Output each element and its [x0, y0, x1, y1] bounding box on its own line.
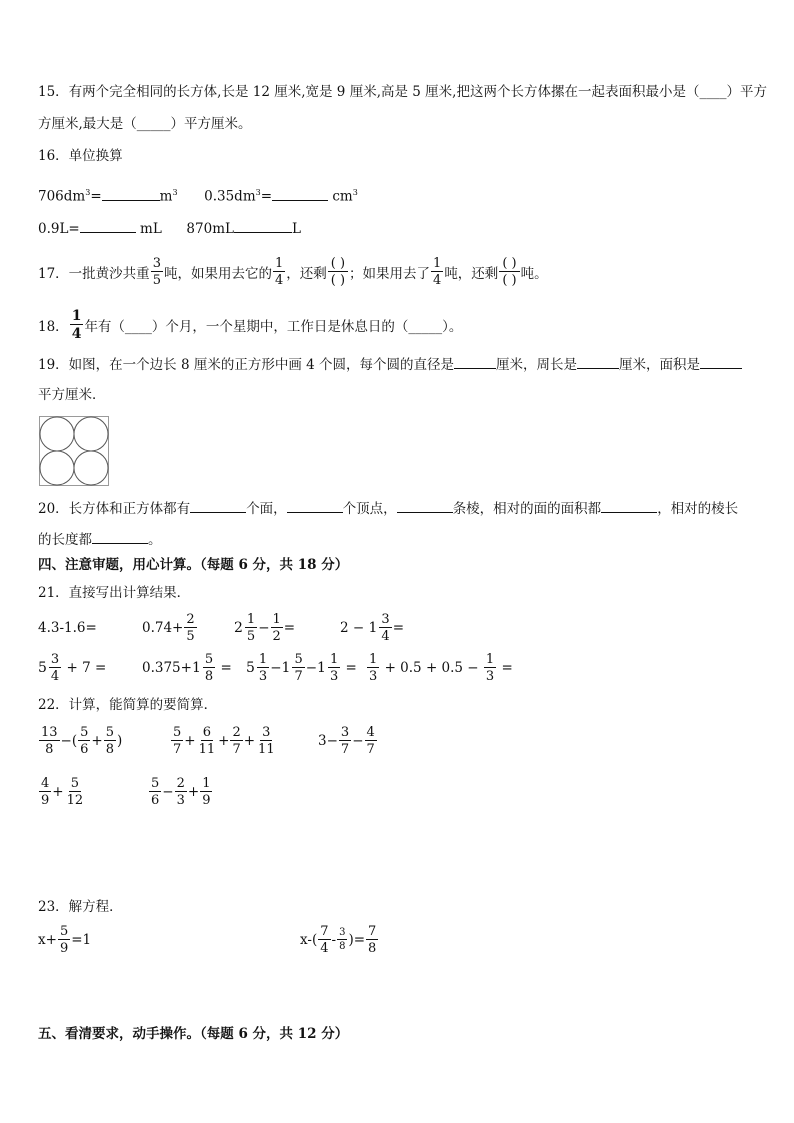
q17-answer-2-den[interactable]: ( ) [502, 273, 517, 288]
q22-e1-num-3: 5 [105, 725, 115, 740]
q21-e3-frac-2 [271, 613, 283, 643]
q22-e1-frac-3 [104, 726, 116, 756]
q22-e5-num-2: 2 [176, 776, 185, 791]
q22-e2-frac-4 [256, 726, 277, 756]
q22-e3-a: 3 [318, 733, 327, 749]
q16-b-eq: = [260, 188, 273, 205]
q21-e7-frac-3 [328, 653, 340, 683]
q21-e7-op-2: − [305, 660, 318, 676]
q21-e5-num: 3 [50, 652, 60, 667]
q22-e1-frac-1 [39, 726, 60, 756]
q15-line-2: 方厘米,最大是（_____）平方厘米。 [38, 116, 252, 132]
q17-text-5: 吨，还剩 [444, 266, 499, 282]
q22-e3-den-1: 7 [340, 742, 350, 757]
q21-e3-frac [245, 613, 257, 643]
q16-row-2 [38, 218, 301, 239]
q17-answer-2-num[interactable]: ( ) [499, 257, 519, 272]
q21-e4-den: 4 [381, 629, 390, 644]
q17-frac-1-num: 3 [152, 256, 161, 271]
q21-e8-eq: = [501, 660, 513, 676]
q21-e6-mixed [192, 653, 216, 683]
q22-e4-frac-1 [39, 777, 51, 807]
q23-e1-frac [58, 925, 70, 955]
q21-e4-frac [379, 613, 391, 643]
q17-text-4: ；如果用去了 [349, 266, 431, 282]
q21-e4-eq: = [392, 620, 405, 636]
q21-e7-num-2: 5 [294, 652, 303, 667]
q22-e1-num-1: 13 [41, 725, 58, 740]
q22-e5-frac-1 [149, 777, 161, 807]
q22-e5-num-3: 1 [202, 776, 211, 791]
q18-text-2: 年有（____）个月，一个星期中，工作日是休息日的（_____）。 [84, 319, 463, 335]
q22-e1-close: ) [117, 733, 123, 749]
q23-equation-1 [38, 920, 91, 960]
q16-a-eq: = [90, 188, 102, 205]
q23-e2-den-3: 8 [368, 941, 377, 956]
q21-e7 [246, 648, 357, 688]
q22-e4-den-2: 12 [66, 793, 84, 808]
q21-e5-frac [49, 653, 61, 683]
q23-e2-num-1: 7 [320, 924, 329, 939]
q21-e8-den-1: 3 [369, 669, 378, 684]
q19-text-2: 厘米，周长是 [496, 357, 578, 373]
q21-e8 [366, 648, 513, 688]
q22-title: 22．计算，能简算的要简算． [38, 697, 218, 713]
q23-e2-minus: - [331, 932, 337, 948]
q20-edges-blank[interactable] [397, 498, 453, 513]
q21-row-2 [38, 648, 758, 688]
q17-frac-2-num: 1 [274, 256, 284, 271]
q21-e6-num: 5 [204, 652, 214, 667]
q22-e1-den-2: 6 [80, 742, 89, 757]
q21-e5-mixed [38, 653, 62, 683]
q21-e7-whole-2: 1 [281, 660, 291, 676]
q22-e2-num-3: 2 [232, 725, 241, 740]
q21-e7-den-2: 7 [294, 669, 303, 684]
q22-e3-frac-1 [339, 726, 351, 756]
q22-e4-frac-2 [65, 777, 86, 807]
q23-e2-b: )= [348, 932, 366, 948]
q16-c-blank[interactable] [80, 218, 136, 233]
q17-content [38, 252, 548, 292]
q22-e5-frac-2 [175, 777, 187, 807]
q22-row-2 [38, 772, 758, 812]
q23-e2-num-3: 7 [368, 924, 377, 939]
q22-e5-frac-3 [200, 777, 212, 807]
q16-b-left: 0.35dm [204, 188, 256, 205]
q22-e2 [170, 721, 278, 761]
q22-e3-minus-1: − [326, 733, 338, 749]
q18-frac-num: 1 [71, 308, 82, 324]
q22-e2-frac-1 [171, 726, 183, 756]
q17-answer-1-den[interactable]: ( ) [330, 273, 346, 288]
q17-frac-1 [151, 257, 163, 287]
square-outline [40, 417, 109, 486]
q20-text-7: 。 [148, 532, 162, 548]
q20-text-4: 条棱，相对的面的面积都 [452, 501, 602, 517]
q22-e5-minus: − [162, 784, 174, 800]
q22-e2-plus-3: + [243, 733, 256, 749]
q22-e1-den-3: 8 [105, 742, 115, 757]
q22-e2-num-4: 3 [262, 725, 271, 740]
q21-e3-num-2: 1 [272, 612, 281, 627]
q21-e2 [142, 608, 198, 648]
q23-e1-b: =1 [71, 932, 92, 948]
q22-e2-den-4: 11 [258, 742, 275, 757]
q22-e2-den-3: 7 [232, 742, 241, 757]
q23-e2-frac-3 [366, 925, 378, 955]
q19-circumference-blank[interactable] [577, 354, 619, 369]
q21-e2-frac [184, 613, 196, 643]
q22-e1 [38, 721, 122, 761]
q17-answer-frac-2[interactable] [499, 257, 519, 287]
q22-e5 [148, 772, 213, 812]
q16-a-left: 706dm [38, 188, 86, 205]
q21-e3-op: − [258, 620, 270, 636]
q21-e4-a: 2 [340, 620, 349, 636]
q16-a-unit-exp: 3 [172, 188, 178, 197]
q19-diameter-blank[interactable] [454, 354, 496, 369]
q16-d-blank[interactable] [234, 218, 292, 233]
q18-content [38, 305, 462, 345]
q16-row-1 [38, 183, 358, 207]
q21-e7-whole-1: 5 [246, 660, 255, 676]
q21-e6 [142, 648, 232, 688]
q16-b-unit-exp: 3 [352, 188, 358, 197]
q20-length-blank[interactable] [92, 529, 148, 544]
q21-e4-num: 3 [381, 612, 390, 627]
q23-e2-a: x-( [300, 932, 318, 948]
square-with-four-circles-figure [39, 416, 109, 490]
q21-e3-den: 5 [246, 629, 256, 644]
q22-e2-den-2: 11 [198, 742, 216, 757]
q22-e5-den-2: 3 [176, 793, 185, 808]
q21-e3-num: 1 [246, 612, 256, 627]
q21-e7-mixed-3 [317, 653, 341, 683]
q22-e2-num-2: 6 [202, 725, 211, 740]
q20-line-2 [38, 529, 162, 550]
q22-e4-num-1: 4 [41, 776, 50, 791]
q23-e1-den: 9 [59, 941, 69, 956]
q21-e7-num-3: 1 [329, 652, 339, 667]
q21-e2-den: 5 [186, 629, 195, 644]
q21-e3 [234, 608, 295, 648]
q22-e5-num-1: 5 [151, 776, 160, 791]
q21-e8-num-1: 1 [369, 652, 378, 667]
q23-e1-num: 5 [59, 924, 69, 939]
q17-text-2: 吨，如果用去它的 [163, 266, 272, 282]
q17-answer-1-num[interactable]: ( ) [328, 257, 348, 272]
q22-e3-den-2: 7 [366, 742, 375, 757]
q18-frac-den: 4 [71, 326, 82, 342]
q21-e7-op-1: − [270, 660, 282, 676]
q22-e4-num-2: 5 [70, 776, 79, 791]
q16-c-left: 0.9L= [38, 221, 80, 237]
q16-d-left: 870mL [186, 221, 234, 237]
q23-title: 23．解方程． [38, 899, 123, 915]
q21-e2-num: 2 [186, 612, 195, 627]
q21-e5 [38, 648, 106, 688]
q21-e6-text: 0.375+ [142, 660, 192, 676]
q21-row-1 [38, 608, 758, 648]
section-5-heading: 五、看清要求，动手操作。（每题 6 分，共 12 分） [38, 1026, 349, 1042]
section-4-heading: 四、注意审题，用心计算。（每题 6 分，共 18 分） [38, 557, 349, 573]
q21-e3-mixed [234, 613, 258, 643]
q21-e8-num-2: 1 [485, 652, 495, 667]
q17-row [38, 252, 758, 292]
q16-a-unit: m [159, 188, 173, 205]
q17-answer-frac-1[interactable] [328, 257, 348, 287]
q20-text-6: 的长度都 [38, 532, 92, 548]
q17-text-6: 吨。 [520, 266, 548, 282]
q20-text-3: 个顶点， [342, 501, 397, 517]
q21-e4-op: − [352, 620, 365, 636]
q17-frac-3 [431, 257, 443, 287]
q21-e4-whole: 1 [368, 620, 378, 636]
q22-e3-minus-2: − [352, 733, 364, 749]
q17-frac-3-den: 4 [433, 273, 442, 288]
q23-e1-a: x+ [38, 932, 57, 948]
circle-bottom-right [74, 451, 108, 485]
q21-e1 [38, 608, 97, 648]
q16-d-unit: L [291, 221, 301, 237]
q22-e1-frac-2 [78, 726, 90, 756]
q23-e2-den-2: 8 [339, 941, 346, 952]
q22-e1-den-1: 8 [45, 742, 54, 757]
q17-frac-2-den: 4 [274, 273, 284, 288]
q16-a-exp: 3 [85, 188, 91, 197]
q17-frac-1-den: 5 [152, 273, 161, 288]
q22-e5-den-1: 6 [151, 793, 160, 808]
q22-e2-num-1: 5 [173, 725, 182, 740]
q21-e6-eq: = [220, 660, 232, 676]
q21-e8-den-2: 3 [485, 669, 495, 684]
q18-text-1: 18． [38, 319, 69, 335]
q22-e4 [38, 772, 86, 812]
q23-e2-den-1: 4 [320, 941, 329, 956]
q21-e4-mixed [369, 613, 393, 643]
q21-e7-eq: = [345, 660, 357, 676]
q21-e7-num-1: 1 [258, 652, 268, 667]
q16-b-blank[interactable] [272, 186, 328, 201]
q20-text-5: ，相对的棱长 [657, 501, 739, 517]
q21-e5-whole: 5 [38, 660, 47, 676]
q21-e6-den: 8 [204, 669, 214, 684]
q23-e2-frac-1 [318, 925, 330, 955]
q22-e2-den-1: 7 [173, 742, 182, 757]
q22-e2-plus-2: + [218, 733, 230, 749]
q23-equation-2 [300, 920, 379, 960]
q19-line-2: 平方厘米． [38, 387, 106, 403]
q21-e3-den-2: 2 [272, 629, 281, 644]
q17-frac-3-num: 1 [433, 256, 442, 271]
q20-text-1: 20．长方体和正方体都有 [38, 501, 191, 517]
q21-e7-whole-3: 1 [317, 660, 326, 676]
q15-line-1: 15．有两个完全相同的长方体,长是 12 厘米,宽是 9 厘米,高是 5 厘米,把这两个长方体摞在一起表面积最小是（____）平方 [38, 84, 767, 100]
q20-line-1 [38, 498, 738, 519]
q21-e2-text: 0.74+ [142, 620, 184, 636]
q21-e7-den-1: 3 [258, 669, 268, 684]
q21-title: 21．直接写出计算结果． [38, 585, 191, 601]
q22-e3-frac-2 [365, 726, 377, 756]
q21-e7-frac-1 [257, 653, 269, 683]
q22-row-1 [38, 721, 758, 761]
q22-e3 [318, 721, 378, 761]
q17-text-3: ，还剩 [286, 266, 327, 282]
q22-e5-den-3: 9 [202, 793, 211, 808]
q16-c-unit: mL [140, 221, 162, 237]
q22-e4-den-1: 9 [41, 793, 50, 808]
q18-frac [70, 309, 84, 341]
q21-e7-frac-2 [292, 653, 304, 683]
q16-b-unit: cm [332, 188, 353, 205]
q17-text-1: 17．一批黄沙共重 [38, 266, 150, 282]
q19-area-blank[interactable] [700, 354, 742, 369]
q23-e2-num-2: 3 [339, 927, 346, 938]
q23-e2-frac-2 [337, 928, 347, 952]
q20-text-2: 个面， [246, 501, 287, 517]
q22-e3-num-2: 4 [366, 725, 375, 740]
circle-top-right [74, 417, 108, 451]
q22-e2-frac-2 [197, 726, 218, 756]
q19-text-1: 19．如图，在一个边长 8 厘米的正方形中画 4 个圆，每个圆的直径是 [38, 357, 455, 373]
q20-faces-blank[interactable] [190, 498, 246, 513]
q21-e6-whole: 1 [191, 660, 201, 676]
circle-bottom-left [40, 451, 74, 485]
q21-e5-den: 4 [50, 669, 60, 684]
q22-e3-num-1: 3 [340, 725, 350, 740]
q22-e1-op: −( [60, 733, 78, 749]
q22-e2-frac-3 [230, 726, 242, 756]
q21-e8-frac-1 [367, 653, 379, 683]
q21-e4 [340, 608, 404, 648]
q21-e8-frac-2 [484, 653, 496, 683]
q17-frac-2 [273, 257, 285, 287]
q23-row [38, 920, 758, 960]
q22-e5-plus: + [187, 784, 200, 800]
q20-vertices-blank[interactable] [287, 498, 343, 513]
q22-e2-plus-1: + [184, 733, 196, 749]
q16-b-exp: 3 [255, 188, 261, 197]
q22-e1-num-2: 5 [80, 725, 89, 740]
q20-area-blank[interactable] [601, 498, 657, 513]
q16-title: 16．单位换算 [38, 148, 123, 164]
q19-text-3: 厘米，面积是 [619, 357, 701, 373]
q22-e4-plus: + [52, 784, 64, 800]
q21-e1-text: 4.3-1.6= [38, 620, 97, 636]
q19-line-1 [38, 354, 742, 375]
q21-e3-eq: = [283, 620, 296, 636]
q22-e1-plus: + [91, 733, 103, 749]
q21-e5-rest: + 7 = [66, 660, 107, 676]
circle-top-left [40, 417, 74, 451]
q21-e7-mixed-2 [282, 653, 306, 683]
circles-diagram [39, 416, 109, 486]
q21-e7-mixed-1 [246, 653, 270, 683]
q16-a-blank[interactable] [102, 186, 160, 201]
q21-e3-whole: 2 [234, 620, 243, 636]
q18-row [38, 305, 758, 345]
q21-e7-den-3: 3 [329, 669, 339, 684]
q21-e6-frac [203, 653, 215, 683]
q21-e8-mid: + 0.5 + 0.5 − [384, 660, 479, 676]
